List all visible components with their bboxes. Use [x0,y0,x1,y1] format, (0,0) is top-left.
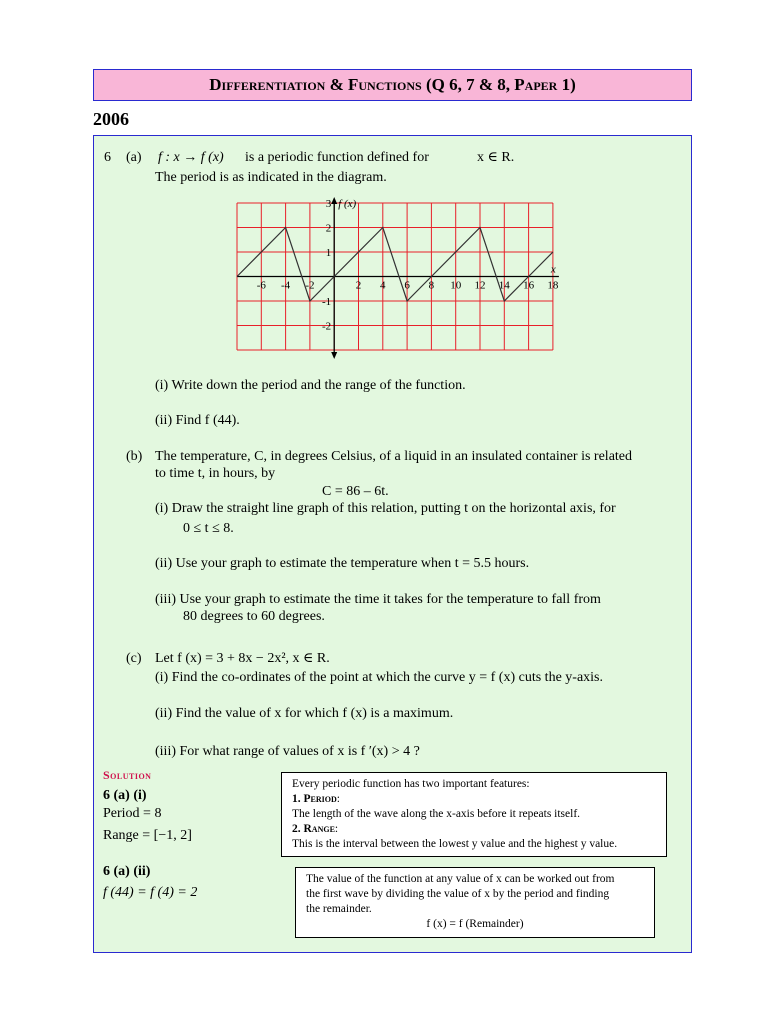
solution-heading: Solution [103,768,152,782]
x-tick-label: -4 [281,279,291,292]
note1-item1-title: Period [303,793,337,805]
note1-intro: Every periodic function has two important features: [292,778,530,790]
part-b-ii: (ii) Use your graph to estimate the temperature when t = 5.5 hours. [155,556,530,571]
part-b-i-line2: 0 ≤ t ≤ 8. [183,521,234,536]
periodic-function-graph [225,195,570,370]
part-b-label: (b) [126,449,143,464]
chapter-title-paper-number: 1) [557,75,576,94]
note1-item2-colon: : [334,823,339,835]
part-a-line2: The period is as indicated in the diagram. [155,170,387,185]
part-a-function-notation: f : x → f (x) [158,150,224,165]
part-c-line1: Let f (x) = 3 + 8x − 2x², x ∈ R. [155,651,330,666]
x-tick-label: 8 [428,279,435,292]
x-tick-label: -2 [305,279,315,292]
x-tick-label: 6 [404,279,410,292]
y-tick-label: -2 [322,320,332,333]
part-c-ii: (ii) Find the value of x for which f (x) is a maximum. [155,706,454,721]
y-tick-label: 2 [325,222,332,235]
y-axis-label: f (x) [338,198,357,210]
part-c-iii: (iii) For what range of values of x is f ′(x) > 4 ? [155,744,420,759]
chapter-title-questions: (Q 6, 7 & 8, [421,75,515,94]
solution-a-ii-answer: f (44) = f (4) = 2 [103,885,198,900]
part-b-formula: C = 86 – 6t. [322,484,389,499]
solution-range: Range = [−1, 2] [103,828,192,843]
note1-item1-text: The length of the wave along the x-axis before it repeats itself. [292,808,581,820]
y-tick-label: 3 [325,198,332,210]
part-b-i-line1: (i) Draw the straight line graph of this relation, putting t on the horizontal axis, for [155,501,616,516]
y-axis-arrow-down [331,352,337,359]
part-a-domain: x ∈ R. [477,150,515,165]
remainder-note [295,867,655,938]
y-tick-label: 1 [325,247,332,259]
note1-item1-colon: : [336,793,340,805]
note1-item2-heading [292,822,656,837]
solution-a-i-label: 6 (a) (i) [103,788,147,803]
part-b-iii-line2: 80 degrees to 60 degrees. [183,609,325,624]
part-a-text: is a periodic function defined for [245,150,429,165]
part-c-i: (i) Find the co-ordinates of the point at which the curve y = f (x) cuts the y-axis. [155,670,603,685]
part-b-line1: The temperature, C, in degrees Celsius, of a liquid in an insulated container is related [155,449,633,464]
note2-line2: the first wave by dividing the value of x by the period and finding [306,888,610,900]
note1-item1-heading [292,792,656,807]
note2-line1: The value of the function at any value of x can be worked out from [306,873,615,885]
part-a-i: (i) Write down the period and the range of the function. [155,378,466,393]
chapter-title-topic: Differentiation & Functions [209,75,422,94]
solution-period: Period = 8 [103,806,162,821]
part-b-iii-line1: (iii) Use your graph to estimate the time it takes for the temperature to fall from [155,592,601,607]
part-b-line2: to time t, in hours, by [155,466,276,481]
x-tick-label: -6 [256,279,266,292]
x-axis-label: x [550,263,556,276]
note1-item2-text: This is the interval between the lowest y value and the highest y value. [292,838,618,850]
x-tick-label: 18 [547,279,559,292]
note2-formula: f (x) = f (Remainder) [426,918,524,930]
y-axis-arrow-up [331,197,337,204]
x-tick-label: 12 [474,279,486,292]
solution-a-ii-label: 6 (a) (ii) [103,864,151,879]
chapter-title-bar [93,69,692,101]
periodic-features-note [281,772,667,857]
x-tick-label: 4 [380,279,386,292]
x-tick-label: 10 [450,279,462,292]
x-tick-label: 14 [498,279,510,292]
graph-tick-labels [257,198,559,333]
note1-item1-number: 1. [292,793,304,805]
y-tick-label: -1 [322,296,332,308]
note1-item2-title: Range [303,823,335,835]
chapter-title-paper: Paper [514,75,558,94]
note1-item2-number: 2. [292,823,304,835]
part-c-label: (c) [126,651,142,666]
x-tick-label: 2 [355,279,362,292]
x-tick-label: 16 [523,279,535,292]
question-number: 6 [104,150,111,165]
part-a-ii: (ii) Find f (44). [155,413,240,428]
part-a-label: (a) [126,150,142,165]
note2-line3: the remainder. [306,903,372,915]
exam-year: 2006 [93,109,129,129]
